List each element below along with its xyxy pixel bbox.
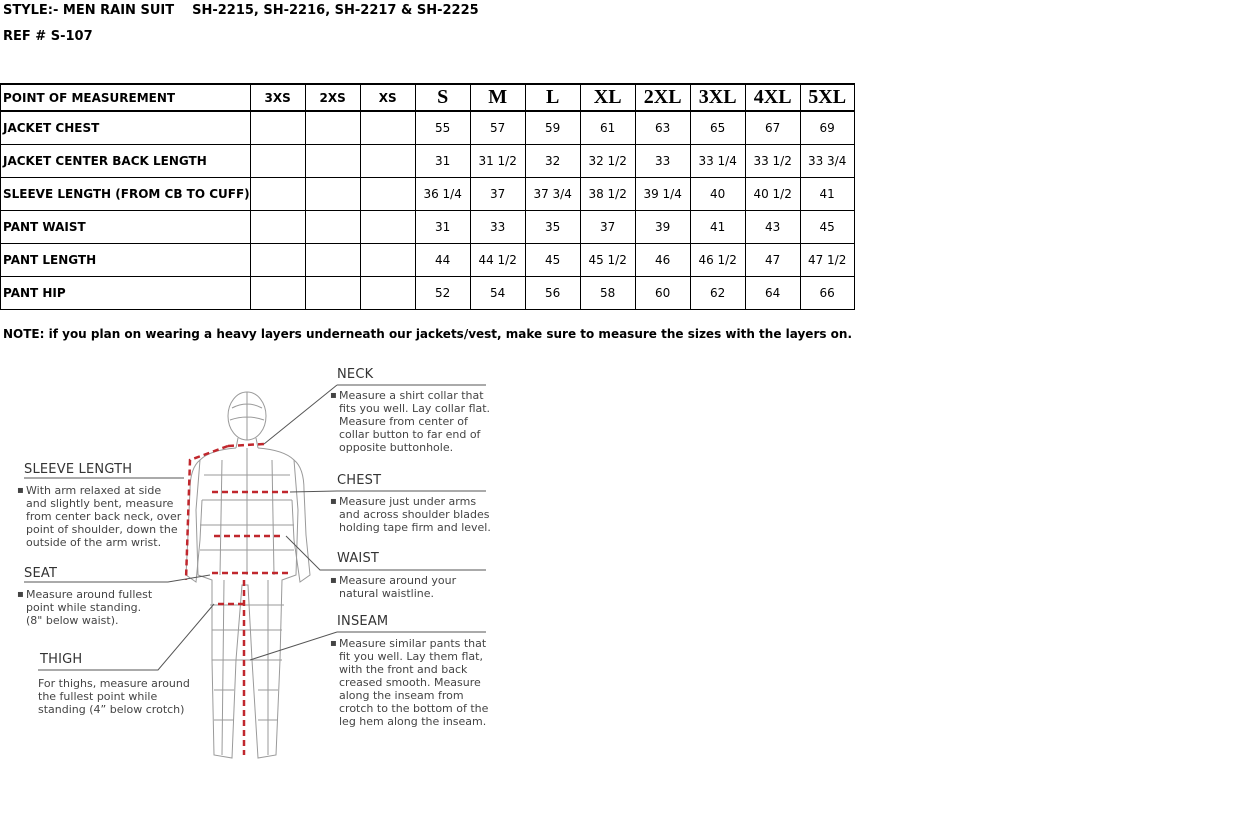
seat-title: SEAT — [24, 566, 58, 581]
waist-instructions: ▪ Measure around your natural waistline. — [339, 574, 456, 600]
table-cell — [305, 111, 360, 145]
table-cell: 61 — [580, 111, 635, 145]
table-cell: 31 — [415, 211, 470, 244]
table-cell — [360, 111, 415, 145]
chest-instructions: ▪ Measure just under arms and across shoulder blades holding tape firm and level. — [339, 495, 491, 534]
header-2xl: 2XL — [635, 84, 690, 111]
table-cell: 40 — [690, 178, 745, 211]
table-cell: 32 — [525, 145, 580, 178]
table-cell: 40 1/2 — [745, 178, 800, 211]
table-cell — [250, 178, 305, 211]
table-cell: 38 1/2 — [580, 178, 635, 211]
sleeve-length-instructions: ▪ With arm relaxed at side and slightly bent, measure from center back neck, over point of shoulder, down the outside of the arm wrist. — [26, 484, 181, 549]
thigh-instructions: For thighs, measure around the fullest point while standing (4” below crotch) — [38, 677, 190, 716]
table-cell: 41 — [800, 178, 854, 211]
table-cell: 45 — [525, 244, 580, 277]
table-cell — [250, 211, 305, 244]
neck-title: NECK — [337, 367, 374, 382]
table-cell: 64 — [745, 277, 800, 310]
table-cell: 46 — [635, 244, 690, 277]
table-row — [1, 211, 855, 244]
table-cell: 59 — [525, 111, 580, 145]
style-codes: SH-2215, SH-2216, SH-2217 & SH-2225 — [192, 3, 479, 18]
table-cell: 62 — [690, 277, 745, 310]
row-label: PANT WAIST — [1, 211, 251, 244]
table-cell: 41 — [690, 211, 745, 244]
waist-leader — [286, 536, 486, 570]
table-cell: 37 3/4 — [525, 178, 580, 211]
reference-number: REF # S-107 — [3, 29, 93, 44]
row-label: PANT LENGTH — [1, 244, 251, 277]
table-cell: 35 — [525, 211, 580, 244]
table-cell: 47 1/2 — [800, 244, 854, 277]
table-cell: 65 — [690, 111, 745, 145]
table-cell: 45 1/2 — [580, 244, 635, 277]
table-cell: 31 — [415, 145, 470, 178]
table-cell: 33 1/2 — [745, 145, 800, 178]
table-row — [1, 244, 855, 277]
table-cell — [360, 244, 415, 277]
table-cell: 67 — [745, 111, 800, 145]
table-cell: 63 — [635, 111, 690, 145]
neck-instructions: ▪ Measure a shirt collar that fits you well. Lay collar flat. Measure from center of collar button to far end of opposite buttonhole. — [339, 389, 490, 454]
table-cell — [360, 277, 415, 310]
table-cell — [250, 277, 305, 310]
header-3xs: 3XS — [250, 84, 305, 111]
table-cell — [305, 211, 360, 244]
table-cell: 66 — [800, 277, 854, 310]
table-cell: 60 — [635, 277, 690, 310]
chest-leader — [290, 491, 486, 492]
row-label: PANT HIP — [1, 277, 251, 310]
table-cell — [360, 145, 415, 178]
style-label: STYLE:- MEN RAIN SUIT — [3, 3, 175, 18]
sleeve-length-title: SLEEVE LENGTH — [24, 462, 133, 477]
inseam-title: INSEAM — [337, 614, 389, 629]
table-cell: 56 — [525, 277, 580, 310]
table-cell — [305, 145, 360, 178]
header-m: M — [470, 84, 525, 111]
table-cell — [360, 178, 415, 211]
table-cell: 46 1/2 — [690, 244, 745, 277]
table-cell: 47 — [745, 244, 800, 277]
table-cell: 69 — [800, 111, 854, 145]
table-cell: 31 1/2 — [470, 145, 525, 178]
table-cell: 39 1/4 — [635, 178, 690, 211]
table-cell: 39 — [635, 211, 690, 244]
table-cell: 36 1/4 — [415, 178, 470, 211]
header-4xl: 4XL — [745, 84, 800, 111]
table-cell: 44 1/2 — [470, 244, 525, 277]
header-3xl: 3XL — [690, 84, 745, 111]
waist-title: WAIST — [337, 551, 380, 566]
table-cell: 58 — [580, 277, 635, 310]
table-cell: 44 — [415, 244, 470, 277]
size-chart-table — [0, 83, 855, 310]
header-point-of-measurement: POINT OF MEASUREMENT — [1, 84, 251, 111]
table-cell: 43 — [745, 211, 800, 244]
header-xl: XL — [580, 84, 635, 111]
table-cell — [305, 178, 360, 211]
table-cell: 33 — [635, 145, 690, 178]
table-row — [1, 277, 855, 310]
inseam-instructions: ▪ Measure similar pants that fit you well. Lay them flat, with the front and back creased smooth. Measure along the inseam from crotch to the bottom of the leg hem along the inseam. — [339, 637, 488, 728]
measurement-guide — [0, 360, 520, 790]
table-cell: 54 — [470, 277, 525, 310]
table-row — [1, 145, 855, 178]
table-cell: 33 3/4 — [800, 145, 854, 178]
thigh-title: THIGH — [40, 652, 83, 667]
table-cell: 45 — [800, 211, 854, 244]
row-label: JACKET CENTER BACK LENGTH — [1, 145, 251, 178]
row-label: JACKET CHEST — [1, 111, 251, 145]
seat-instructions: ▪ Measure around fullest point while standing. (8" below waist). — [26, 588, 152, 627]
row-label: SLEEVE LENGTH (FROM CB TO CUFF) — [1, 178, 251, 211]
table-cell: 37 — [470, 178, 525, 211]
header-2xs: 2XS — [305, 84, 360, 111]
table-cell: 57 — [470, 111, 525, 145]
layering-note: NOTE: if you plan on wearing a heavy layers underneath our jackets/vest, make sure to measure the sizes with the layers on. — [3, 327, 853, 341]
table-cell — [360, 211, 415, 244]
table-header-row — [1, 84, 855, 111]
table-cell — [305, 244, 360, 277]
table-cell: 33 1/4 — [690, 145, 745, 178]
header-l: L — [525, 84, 580, 111]
header-5xl: 5XL — [800, 84, 854, 111]
style-title — [3, 3, 479, 18]
header-s: S — [415, 84, 470, 111]
neck-measure-line — [228, 444, 264, 446]
table-row — [1, 111, 855, 145]
table-cell — [305, 277, 360, 310]
table-cell: 55 — [415, 111, 470, 145]
table-cell — [250, 111, 305, 145]
header-xs: XS — [360, 84, 415, 111]
body-figure — [186, 392, 310, 758]
table-cell: 52 — [415, 277, 470, 310]
measurement-lines — [186, 444, 290, 755]
chest-title: CHEST — [337, 473, 382, 488]
table-cell: 33 — [470, 211, 525, 244]
table-cell — [250, 145, 305, 178]
table-cell: 37 — [580, 211, 635, 244]
table-row — [1, 178, 855, 211]
table-cell: 32 1/2 — [580, 145, 635, 178]
table-cell — [250, 244, 305, 277]
